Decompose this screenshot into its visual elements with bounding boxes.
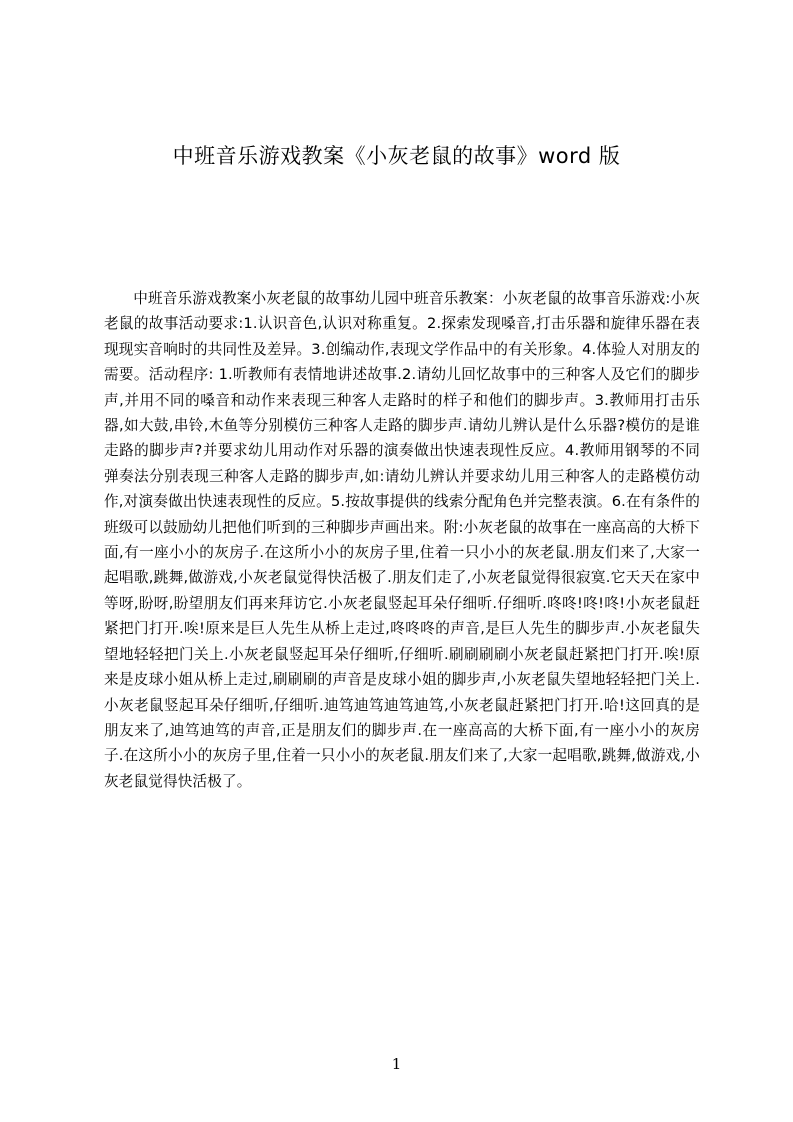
document-title: 中班音乐游戏教案《小灰老鼠的故事》word 版 bbox=[172, 144, 621, 168]
document-body-paragraph: 中班音乐游戏教案小灰老鼠的故事幼儿园中班音乐教案：小灰老鼠的故事音乐游戏:小灰老鼠的故事活动要求:1.认识音色,认识对称重复。2.探索发现嗓音,打击乐器和旋律乐器在表现现实音响时的共同性及差异。3.创编动作,表现文学作品中的有关形象。4.体验人对朋友的需要。活动程序: 1.听教师有表情地讲述故事.2.请幼儿回忆故事中的三种客人及它们的脚步声,并用不同的嗓音和动作来表现三种客人走路时的样子和他们的脚步声。3.教师用打击乐器,如大鼓,串铃,木鱼等分别模仿三种客人走路的脚步声.请幼儿辨认是什么乐器?模仿的是谁走路的脚步声?并要求幼儿用动作对乐器的演奏做出快速表现性反应。4.教师用钢琴的不同弹奏法分别表现三种客人走路的脚步声,如:请幼儿辨认并要求幼儿用三种客人的走路模仿动作,对演奏做出快速表现性的反应。5.按故事提供的线索分配角色并完整表演。6.在有条件的班级可以鼓励幼儿把他们听到的三种脚步声画出来。附:小灰老鼠的故事在一座高高的大桥下面,有一座小小的灰房子.在这所小小的灰房子里,住着一只小小的灰老鼠.朋友们来了,大家一起唱歌,跳舞,做游戏,小灰老鼠觉得快活极了.朋友们走了,小灰老鼠觉得很寂寞.它天天在家中等呀,盼呀,盼望朋友们再来拜访它.小灰老鼠竖起耳朵仔细听.仔细听.咚咚!咚!咚!小灰老鼠赶紧把门打开.唉!原来是巨人先生从桥上走过,咚咚咚的声音,是巨人先生的脚步声.小灰老鼠失望地轻轻把门关上.小灰老鼠竖起耳朵仔细听,仔细听.刷刷刷刷小灰老鼠赶紧把门打开.唉!原来是皮球小姐从桥上走过,刷刷刷的声音是皮球小姐的脚步声,小灰老鼠失望地轻轻把门关上.小灰老鼠竖起耳朵仔细听,仔细听.迪笃迪笃迪笃迪笃,小灰老鼠赶紧把门打开.哈!这回真的是朋友来了,迪笃迪笃的声音,正是朋友们的脚步声.在一座高高的大桥下面,有一座小小的灰房子.在这所小小的灰房子里,住着一只小小的灰老鼠.朋友们来了,大家一起唱歌,跳舞,做游戏,小灰老鼠觉得快活极了。 bbox=[104, 290, 700, 790]
page-number: 1 bbox=[391, 1055, 402, 1073]
